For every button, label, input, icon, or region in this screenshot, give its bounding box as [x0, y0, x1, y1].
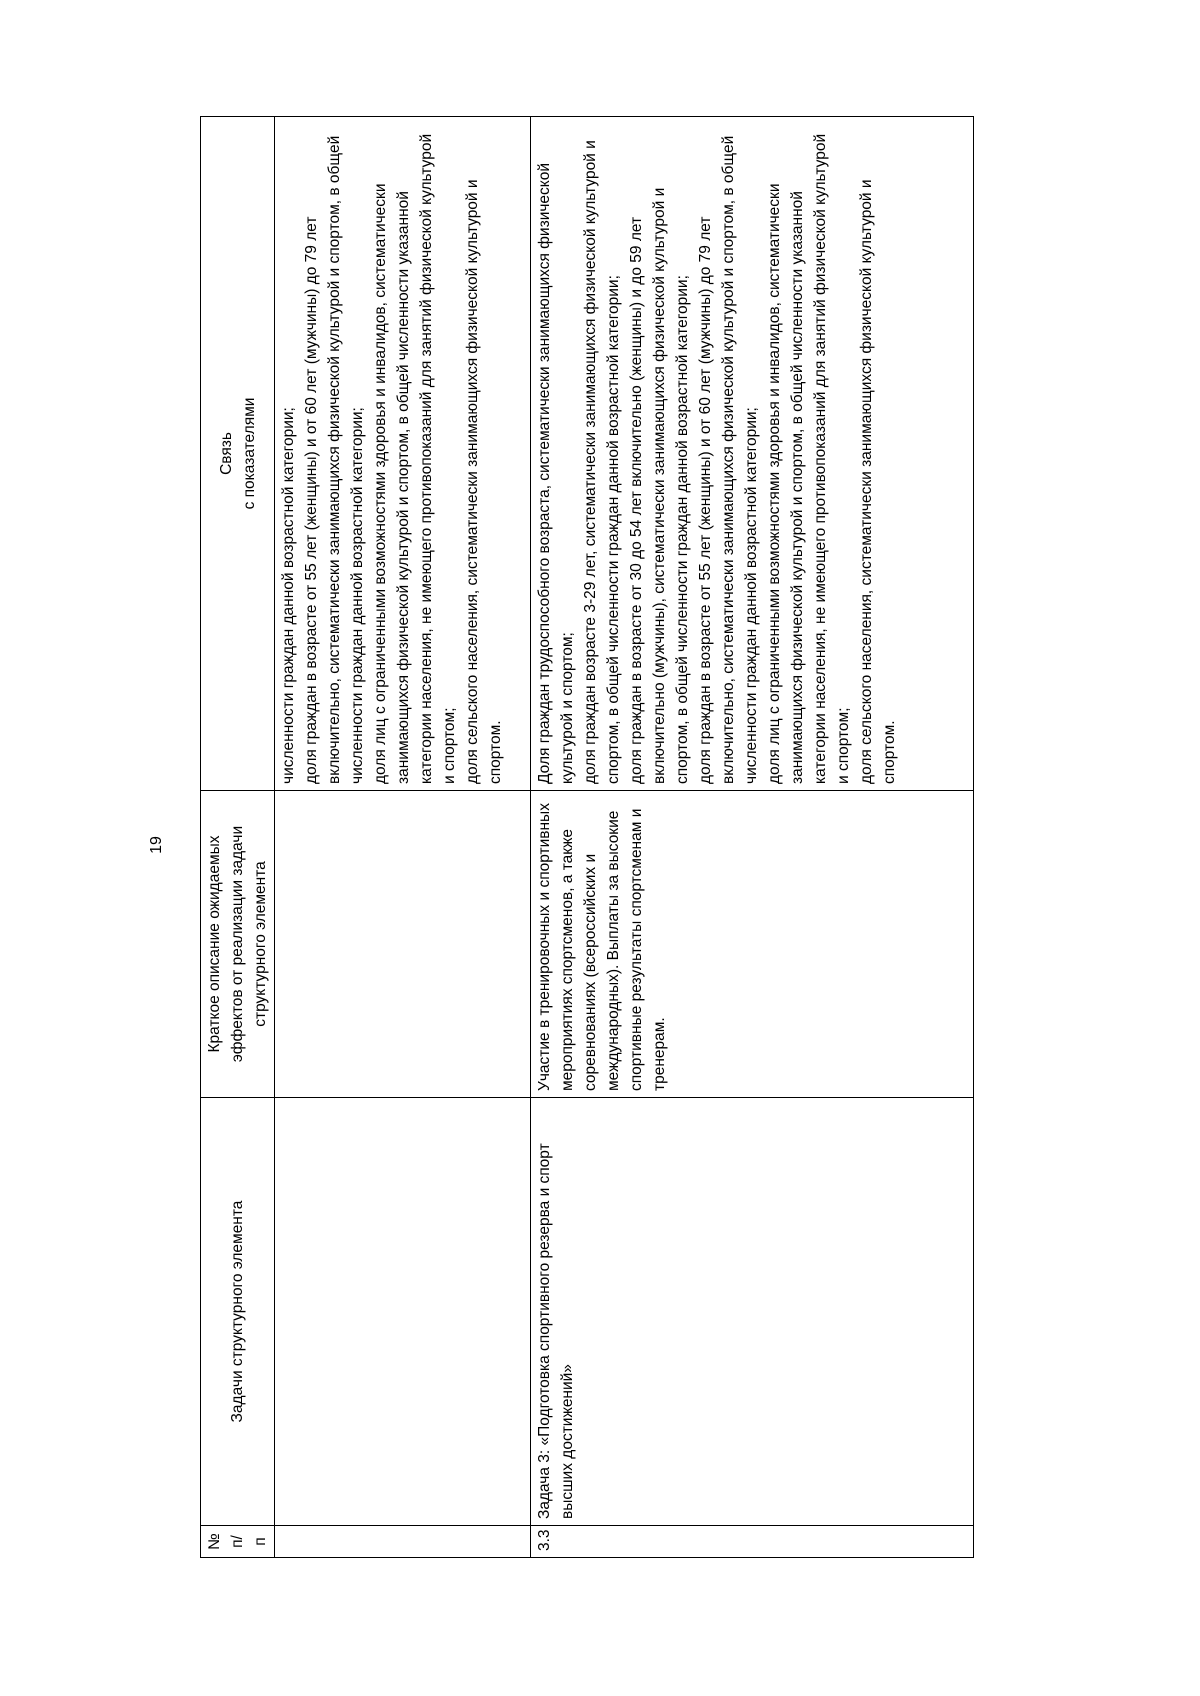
table-header-row [201, 117, 275, 1558]
cell-indicators: численности граждан данной возрастной категории; доля граждан в возрасте от 55 лет (женщины) и от 60 лет (мужчины) до 79 лет включительно, систематически занимающихся физической культурой и спортом, в общей численности граждан данной возрастной категории; доля лиц с ограниченными возможностями здоровья и инвалидов, систематически занимающихся физической культурой и спортом, в общей численности указанной категории населения, не имеющего противопоказаний для занятий физической культурой и спортом; доля сельского населения, систематически занимающихся физической культурой и спортом. [275, 117, 531, 791]
cell-number: 3.3 [531, 1526, 974, 1558]
cell-task: Задача 3: «Подготовка спортивного резерва и спорт высших достижений» [531, 1098, 974, 1526]
header-number: № п/п [201, 1526, 275, 1558]
header-effects: Краткое описание ожидаемых эффектов от реализации задачи структурного элемента [201, 791, 275, 1098]
structural-element-tasks-table [200, 116, 974, 1558]
header-task: Задачи структурного элемента [201, 1098, 275, 1526]
cell-indicators: Доля граждан трудоспособного возраста, систематически занимающихся физической культурой и спортом; доля граждан возрасте 3-29 лет, систематически занимающихся физической культурой и спортом, в общей численности граждан данной возрастной категории; доля граждан в возрасте от 30 до 54 лет включительно (женщины) и до 59 лет включительно (мужчины), систематически занимающихся физической культурой и спортом, в общей численности граждан данной возрастной категории; доля граждан в возрасте от 55 лет (женщины) и от 60 лет (мужчины) до 79 лет включительно, систематически занимающихся физической культурой и спортом, в общей численности граждан данной возрастной категории; доля лиц с ограниченными возможностями здоровья и инвалидов, систематически занимающихся физической культурой и спортом, в общей численности указанной категории населения, не имеющего противопоказаний для занятий физической культурой и спортом; доля сельского населения, систематически занимающихся физической культурой и спортом. [531, 117, 974, 791]
rotated-page-content [200, 116, 974, 1558]
cell-task [275, 1098, 531, 1526]
cell-effects: Участие в тренировочных и спортивных мероприятиях спортсменов, а также соревнованиях (всероссийских и международных). Выплаты за высокие спортивные результаты спортсменам и тренерам. [531, 791, 974, 1098]
table-row [275, 117, 531, 1558]
cell-number [275, 1526, 531, 1558]
header-indicators: Связь с показателями [201, 117, 275, 791]
cell-effects [275, 791, 531, 1098]
page-number: 19 [148, 836, 165, 854]
table-row [531, 117, 974, 1558]
